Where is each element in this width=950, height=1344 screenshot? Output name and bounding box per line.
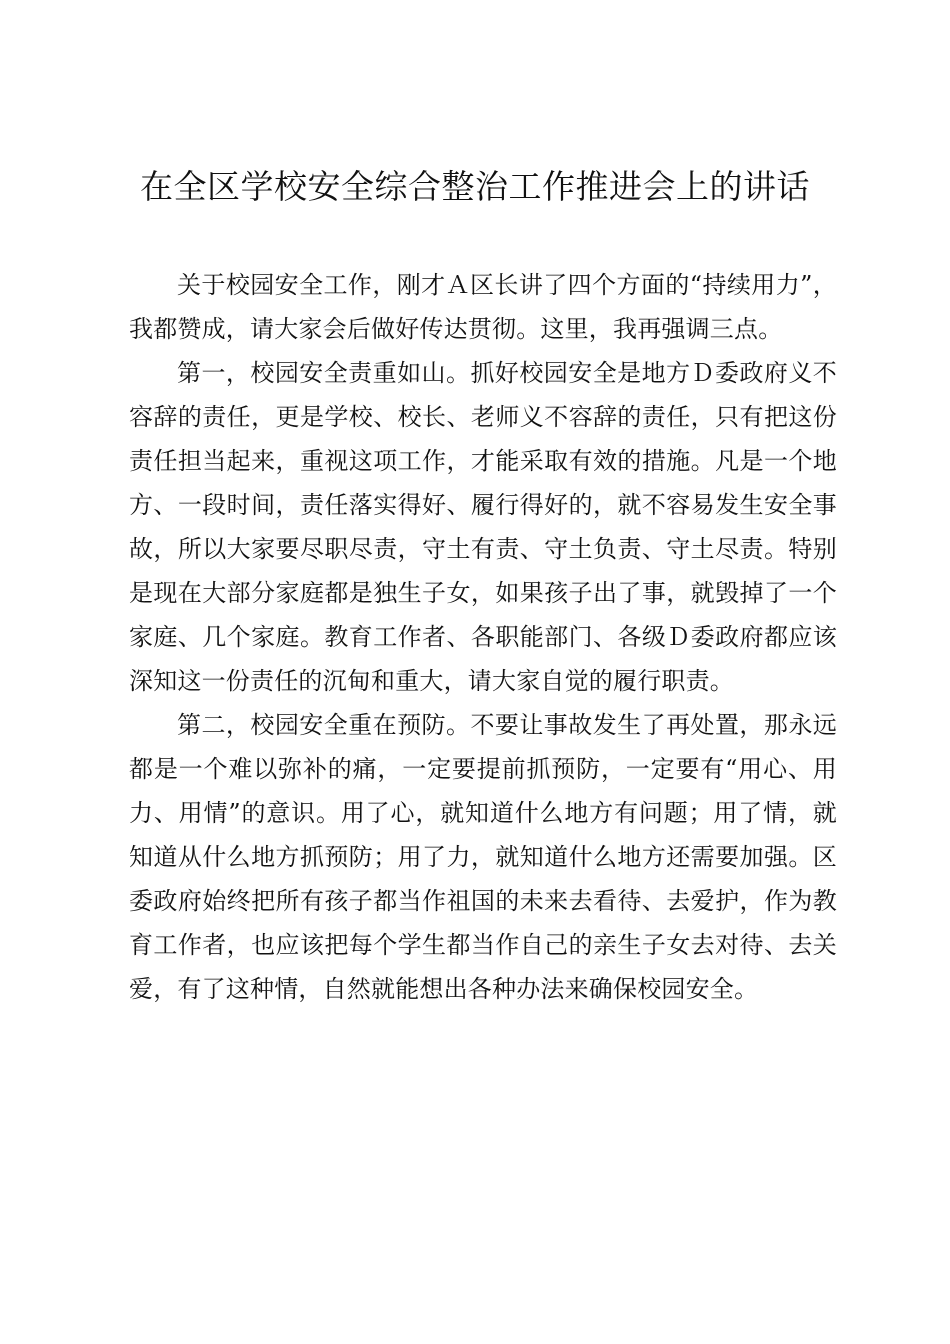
document-body bbox=[129, 263, 837, 1011]
paragraph-first-point: 第一，校园安全责重如山。抓好校园安全是地方Ｄ委政府义不容辞的责任，更是学校、校长、老师义不容辞的责任，只有把这份责任担当起来，重视这项工作，才能采取有效的措施。凡是一个地方、一段时间，责任落实得好、履行得好的，就不容易发生安全事故，所以大家要尽职尽责，守土有责、守土负责、守土尽责。特别是现在大部分家庭都是独生子女，如果孩子出了事，就毁掉了一个家庭、几个家庭。教育工作者、各职能部门、各级Ｄ委政府都应该深知这一份责任的沉甸和重大，请大家自觉的履行职责。 bbox=[129, 359, 837, 695]
paragraph-second-point: 第二，校园安全重在预防。不要让事故发生了再处置，那永远都是一个难以弥补的痛，一定要提前抓预防，一定要有“用心、用力、用情”的意识。用了心，就知道什么地方有问题；用了情，就知道从什么地方抓预防；用了力，就知道什么地方还需要加强。区委政府始终把所有孩子都当作祖国的未来去看待、去爱护，作为教育工作者，也应该把每个学生都当作自己的亲生子女去对待、去关爱，有了这种情，自然就能想出各种办法来确保校园安全。 bbox=[129, 711, 837, 1003]
document-title: 在全区学校安全综合整治工作推进会上的讲话 bbox=[140, 167, 810, 206]
paragraph-intro: 关于校园安全工作，刚才Ａ区长讲了四个方面的“持续用力”，我都赞成，请大家会后做好传达贯彻。这里，我再强调三点。 bbox=[129, 271, 837, 343]
